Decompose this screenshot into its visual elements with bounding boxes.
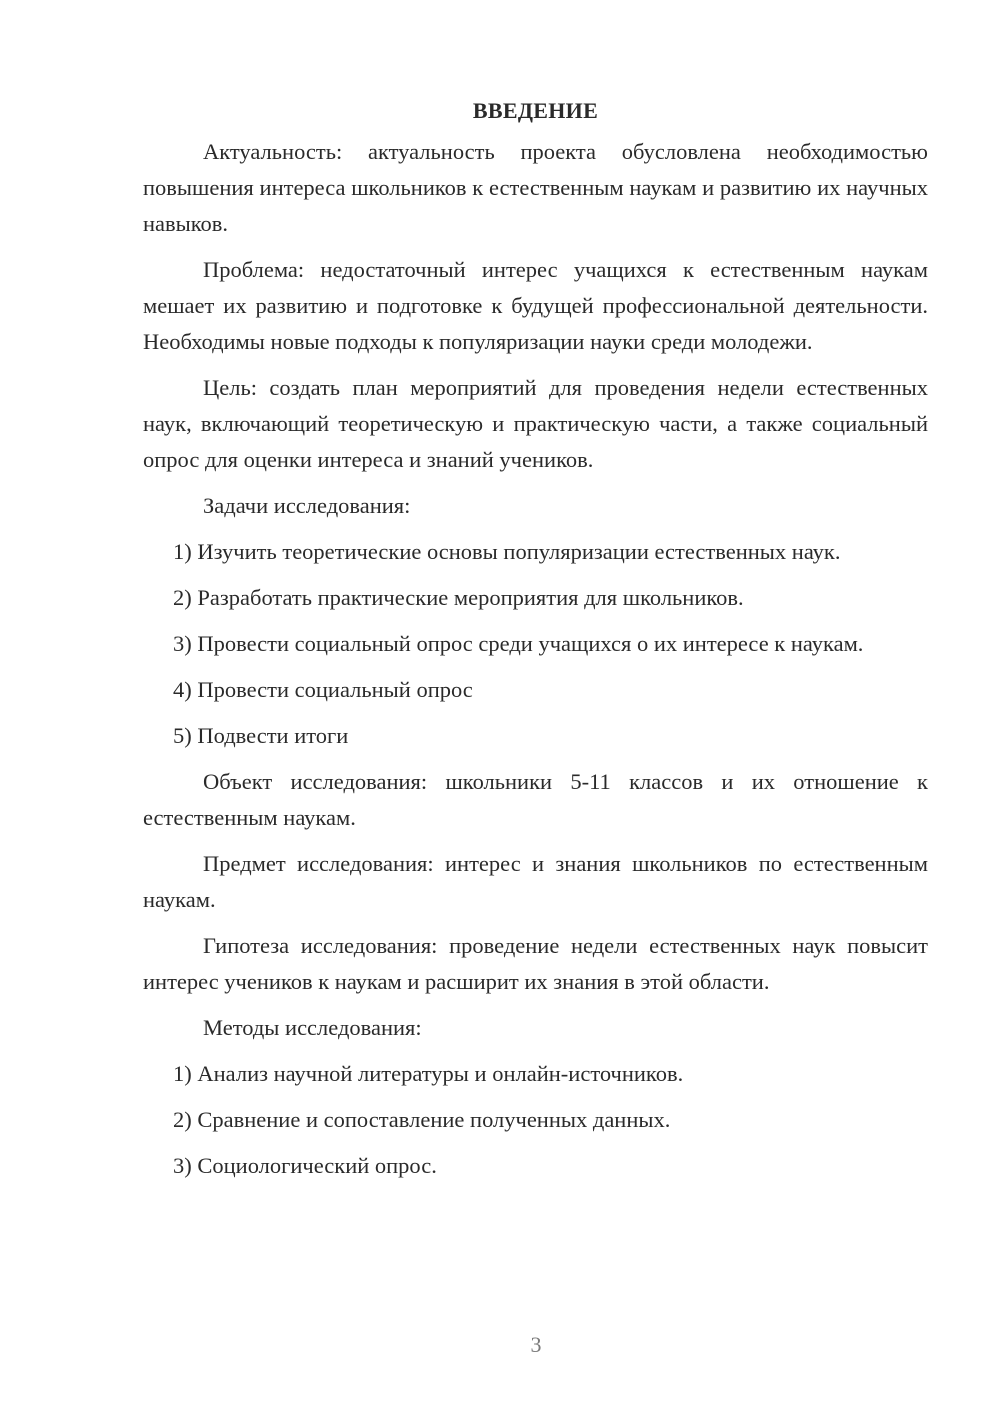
hypothesis-paragraph: Гипотеза исследования: проведение недели естественных наук повысит интерес учеников к наукам и расширит их знания в этой области.	[143, 933, 928, 994]
method-item-1: 1) Анализ научной литературы и онлайн-источников.	[173, 1061, 684, 1086]
tasks-heading: Задачи исследования:	[203, 493, 411, 518]
task-item-1: 1) Изучить теоретические основы популяризации естественных наук.	[173, 539, 841, 564]
subject-paragraph: Предмет исследования: интерес и знания школьников по естественным наукам.	[143, 851, 928, 912]
object-paragraph: Объект исследования: школьники 5-11 классов и их отношение к естественным наукам.	[143, 769, 928, 830]
relevance-paragraph: Актуальность: актуальность проекта обусловлена необходимостью повышения интереса школьников к естественным наукам и развитию их научных навыков.	[143, 139, 928, 236]
page-content	[143, 96, 928, 1194]
page-number: 3	[530, 1332, 542, 1357]
problem-paragraph: Проблема: недостаточный интерес учащихся к естественным наукам мешает их развитию и подготовке к будущей профессиональной деятельности. Необходимы новые подходы к популяризации науки среди молодежи.	[143, 257, 928, 354]
task-item-2: 2) Разработать практические мероприятия для школьников.	[173, 585, 744, 610]
task-item-4: 4) Провести социальный опрос	[173, 677, 473, 702]
methods-heading: Методы исследования:	[203, 1015, 422, 1040]
method-item-2: 2) Сравнение и сопоставление полученных данных.	[173, 1107, 671, 1132]
page-title: ВВЕДЕНИЕ	[472, 98, 599, 123]
task-item-5: 5) Подвести итоги	[173, 723, 349, 748]
method-item-3: 3) Социологический опрос.	[173, 1153, 437, 1178]
task-item-3: 3) Провести социальный опрос среди учащихся о их интересе к наукам.	[173, 631, 864, 656]
goal-paragraph: Цель: создать план мероприятий для проведения недели естественных наук, включающий теоретическую и практическую части, а также социальный опрос для оценки интереса и знаний учеников.	[143, 375, 928, 472]
